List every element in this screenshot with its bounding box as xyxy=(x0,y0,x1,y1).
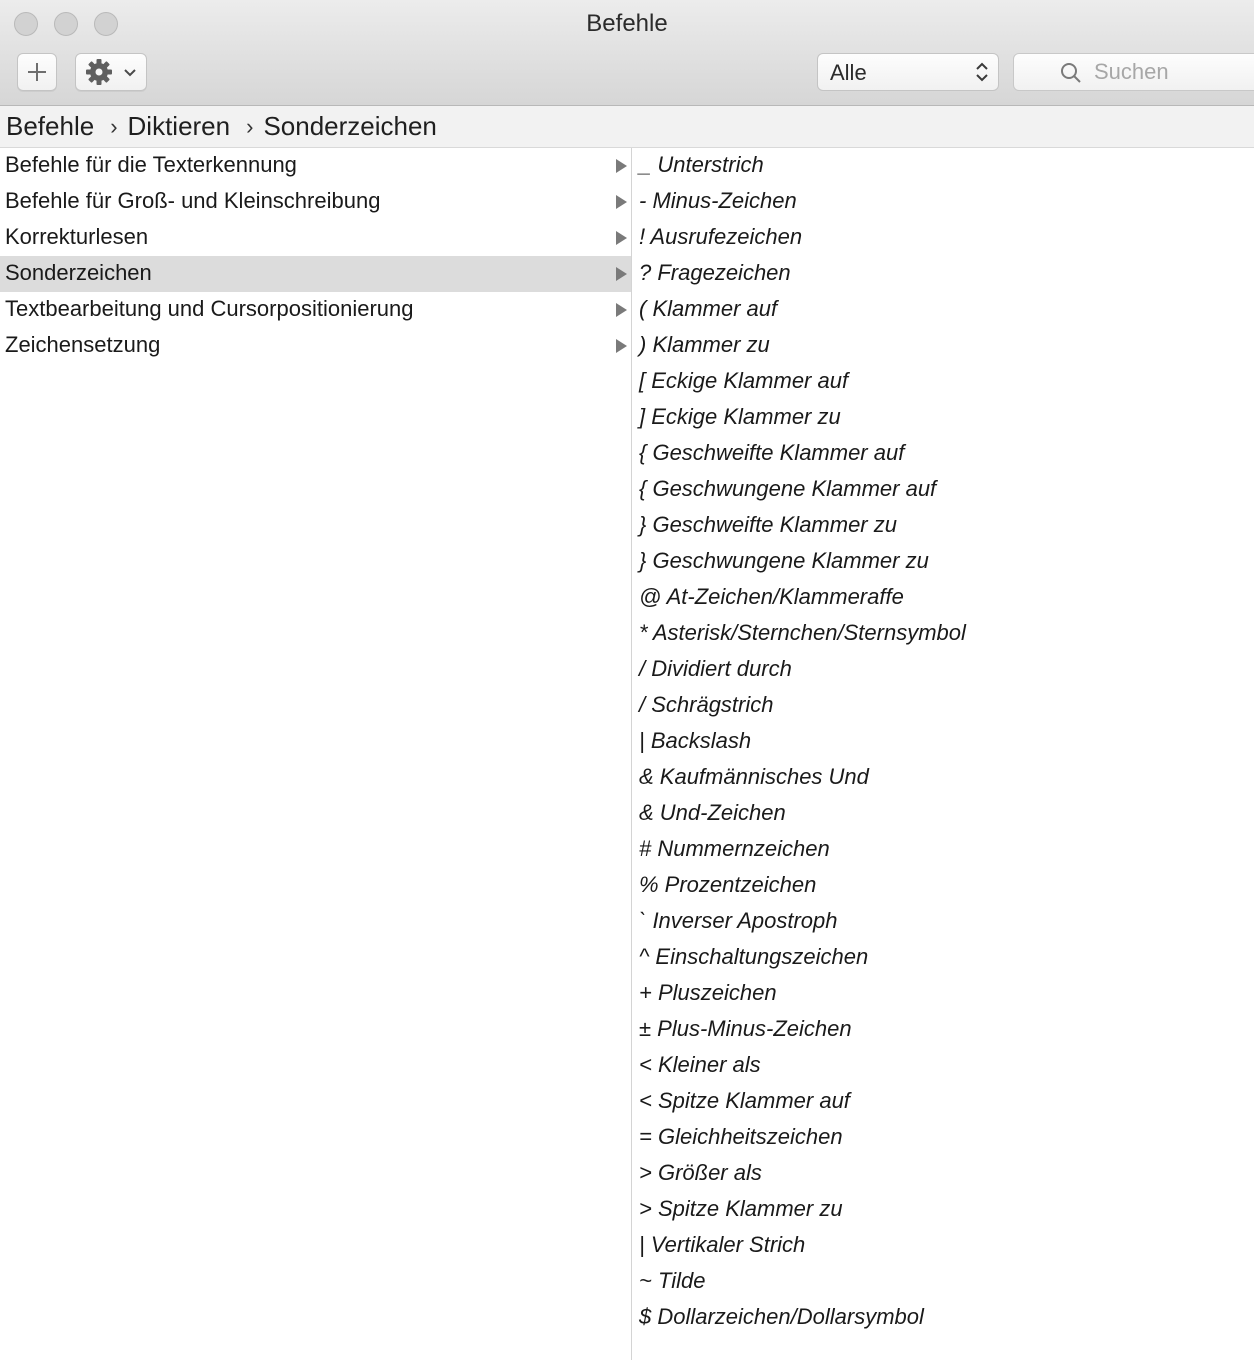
breadcrumb xyxy=(0,106,1254,148)
disclosure-arrow-icon xyxy=(616,231,627,245)
search-field[interactable] xyxy=(1013,53,1254,91)
command-item[interactable]: ! Ausrufezeichen xyxy=(639,224,803,249)
category-item[interactable] xyxy=(0,328,631,364)
category-item-label: Sonderzeichen xyxy=(5,260,152,285)
plus-icon xyxy=(26,61,48,83)
action-menu-button[interactable] xyxy=(75,53,147,91)
command-item[interactable]: ) Klammer zu xyxy=(639,332,770,357)
breadcrumb-separator-icon: › xyxy=(246,113,254,139)
disclosure-arrow-icon xyxy=(616,159,627,173)
command-item[interactable]: { Geschweifte Klammer auf xyxy=(639,440,905,465)
filter-select-value: Alle xyxy=(830,60,867,85)
command-item[interactable]: = Gleichheitszeichen xyxy=(639,1124,843,1149)
command-item[interactable]: < Kleiner als xyxy=(639,1052,761,1077)
command-item[interactable]: / Dividiert durch xyxy=(639,656,792,681)
command-item[interactable]: { Geschwungene Klammer auf xyxy=(639,476,937,501)
breadcrumb-item-sonderzeichen[interactable]: Sonderzeichen xyxy=(263,111,437,141)
command-item[interactable]: < Spitze Klammer auf xyxy=(639,1088,850,1113)
gear-icon xyxy=(84,57,114,87)
chevron-down-icon xyxy=(123,68,137,78)
command-item[interactable]: ] Eckige Klammer zu xyxy=(639,404,841,429)
command-item[interactable]: } Geschweifte Klammer zu xyxy=(639,512,897,537)
category-item[interactable] xyxy=(0,184,631,220)
category-item-label: Zeichensetzung xyxy=(5,332,161,357)
category-item[interactable] xyxy=(0,256,631,292)
category-list xyxy=(0,148,632,1360)
command-item[interactable]: ` Inverser Apostroph xyxy=(639,908,838,933)
command-item[interactable]: & Kaufmännisches Und xyxy=(639,764,869,789)
command-item[interactable]: > Größer als xyxy=(639,1160,762,1185)
command-item[interactable]: # Nummernzeichen xyxy=(639,836,830,861)
disclosure-arrow-icon xyxy=(616,195,627,209)
command-item[interactable]: > Spitze Klammer zu xyxy=(639,1196,843,1221)
category-item[interactable] xyxy=(0,292,631,328)
command-item[interactable]: + Pluszeichen xyxy=(639,980,777,1005)
add-command-button[interactable] xyxy=(17,53,57,91)
command-item[interactable]: _ Unterstrich xyxy=(639,152,764,177)
command-item[interactable]: ? Fragezeichen xyxy=(639,260,791,285)
command-item[interactable]: & Und-Zeichen xyxy=(639,800,786,825)
category-item-label: Korrekturlesen xyxy=(5,224,149,249)
breadcrumb-item-diktieren[interactable]: Diktieren xyxy=(127,111,231,141)
breadcrumb-item-befehle[interactable]: Befehle xyxy=(6,111,95,141)
filter-select[interactable] xyxy=(817,53,999,91)
command-item[interactable]: ( Klammer auf xyxy=(639,296,778,321)
category-item-label: Textbearbeitung und Cursorpositionierung xyxy=(5,296,414,321)
command-item[interactable]: - Minus-Zeichen xyxy=(639,188,797,213)
command-item[interactable]: / Schrägstrich xyxy=(639,692,774,717)
command-item[interactable]: @ At-Zeichen/Klammeraffe xyxy=(639,584,904,609)
command-item[interactable]: | Backslash xyxy=(639,728,752,753)
window-title: Befehle xyxy=(586,10,668,37)
command-item[interactable]: * Asterisk/Sternchen/Sternsymbol xyxy=(639,620,966,645)
disclosure-arrow-icon xyxy=(616,267,627,281)
category-item-label: Befehle für die Texterkennung xyxy=(5,152,297,177)
category-item[interactable] xyxy=(0,148,631,184)
disclosure-arrow-icon xyxy=(616,303,627,317)
command-item[interactable]: } Geschwungene Klammer zu xyxy=(639,548,929,573)
search-input[interactable] xyxy=(1094,57,1244,87)
disclosure-arrow-icon xyxy=(616,339,627,353)
command-list xyxy=(633,148,1254,1360)
up-down-arrows-icon xyxy=(974,60,990,84)
command-item[interactable]: ± Plus-Minus-Zeichen xyxy=(639,1016,852,1041)
category-item-label: Befehle für Groß- und Kleinschreibung xyxy=(5,188,381,213)
command-item[interactable]: ~ Tilde xyxy=(639,1268,706,1293)
breadcrumb-separator-icon: › xyxy=(110,113,118,139)
title-bar xyxy=(0,0,1254,106)
command-item[interactable]: | Vertikaler Strich xyxy=(639,1232,806,1257)
command-item[interactable]: $ Dollarzeichen/Dollarsymbol xyxy=(639,1304,924,1329)
search-icon xyxy=(1060,62,1082,84)
command-item[interactable]: % Prozentzeichen xyxy=(639,872,817,897)
command-item[interactable]: ^ Einschaltungszeichen xyxy=(639,944,869,969)
category-item[interactable] xyxy=(0,220,631,256)
command-item[interactable]: [ Eckige Klammer auf xyxy=(639,368,849,393)
